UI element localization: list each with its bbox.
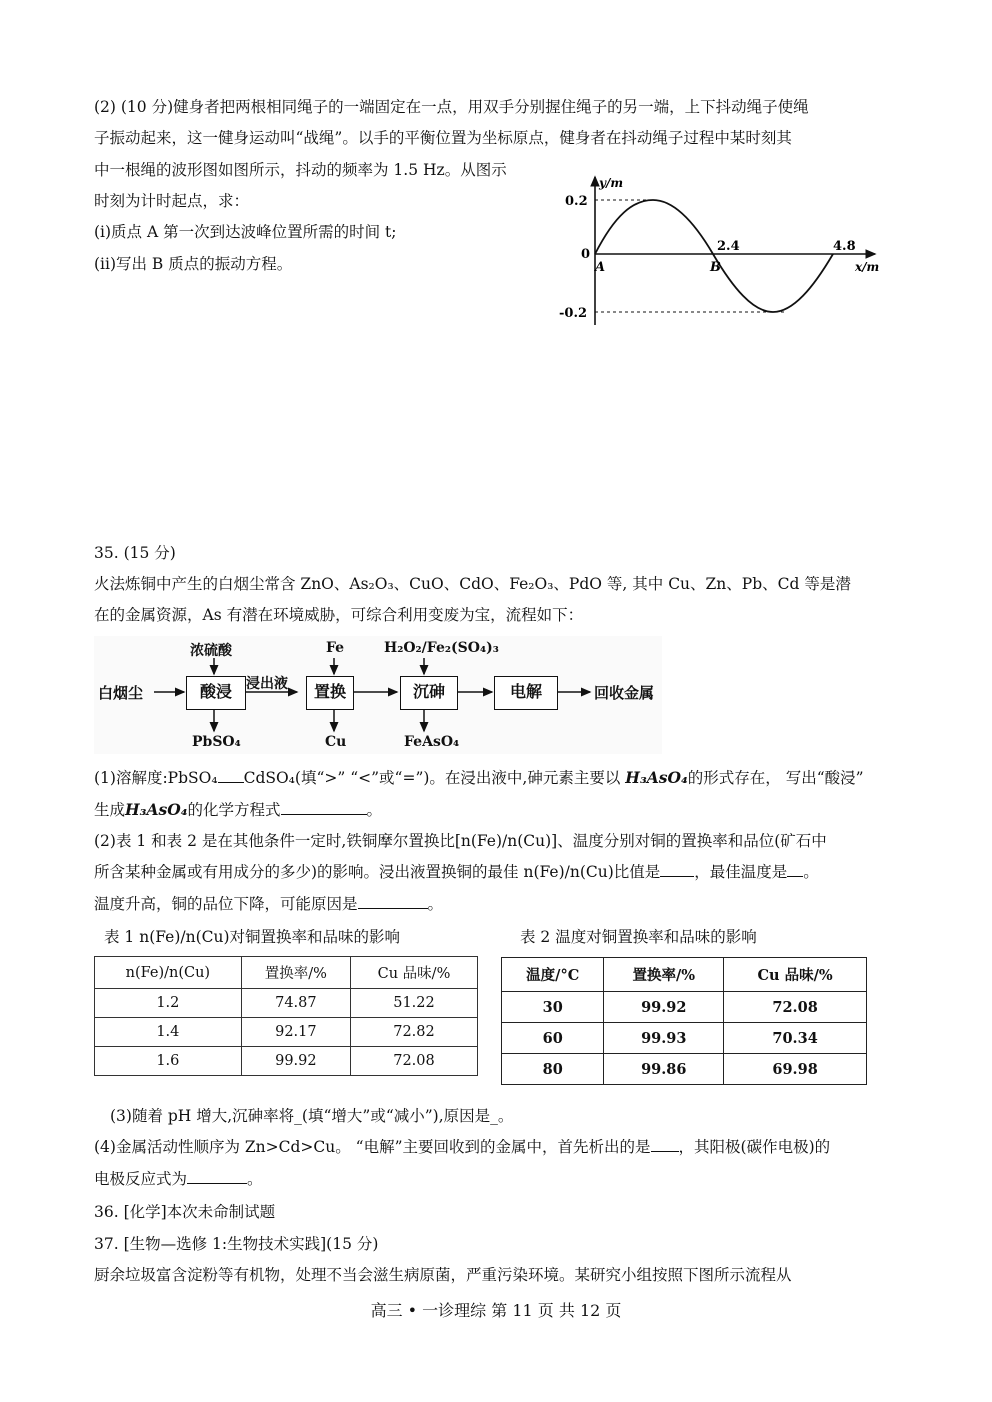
wave-y-bottom: -0.2 [559, 306, 588, 321]
wave-x-mid: 2.4 [717, 239, 740, 254]
q2-line-2: 子振动起来，这一健身运动叫“战绳”。以手的平衡位置为坐标原点，健身者在抖动绳子过程中某时刻其 [94, 129, 792, 147]
table-cell: 1.2 [95, 989, 242, 1018]
table-cell: 1.4 [95, 1018, 242, 1047]
wave-x-end: 4.8 [833, 239, 856, 254]
p4-text-a: (4)金属活动性顺序为 Zn>Cd>Cu。 “电解”主要回收到的金属中，首先析出的是 [94, 1138, 651, 1156]
flow-product-3: FeAsO₄ [404, 734, 460, 750]
table-row [95, 1047, 478, 1076]
table-row [502, 1023, 867, 1054]
p1-text-f: 。 [366, 801, 383, 819]
q35-part-1-line-1 [94, 768, 864, 788]
table-header-cell: 温度/°C [502, 958, 604, 992]
table-cell: 60 [502, 1023, 604, 1054]
table-header-row [95, 957, 478, 989]
p2-text-e: 温度升高，铜的品位下降，可能原因是 [94, 895, 358, 913]
q2-line-3: 中一根绳的波形图如图所示，抖动的频率为 1.5 Hz。从图示 [94, 161, 507, 179]
table-cell: 72.08 [351, 1047, 478, 1076]
flow-box-acid-leach: 酸浸 [186, 676, 246, 710]
table-cell: 92.17 [241, 1018, 350, 1047]
flow-reagent-2: Fe [326, 640, 345, 656]
q35-intro-2: 在的金属资源，As 有潜在环境威胁，可综合利用变废为宝，流程如下： [94, 606, 584, 624]
wave-x-axis-label: x/m [855, 260, 880, 274]
p2-text-f: 。 [427, 895, 444, 913]
flow-product-2: Cu [325, 734, 347, 750]
q36-line: 36. [化学]本次未命制试题 [94, 1203, 276, 1221]
table-row [95, 989, 478, 1018]
table-cell: 99.92 [604, 992, 724, 1023]
table-cell: 72.08 [724, 992, 867, 1023]
p1-text-e: 的化学方程式 [187, 801, 281, 819]
table-header-row [502, 958, 867, 992]
wave-curve [595, 200, 833, 312]
q2-line-1: (2) (10 分)健身者把两根相同绳子的一端固定在一点，用双手分别握住绳子的另一端，上下抖动绳子使绳 [94, 98, 809, 116]
p2-text-d: 。 [803, 863, 819, 881]
table-cell: 69.98 [724, 1054, 867, 1085]
q35-part-4-line-2 [94, 1169, 263, 1189]
p1-text-d: 生成 [94, 801, 126, 819]
q35-part-1-line-2 [94, 800, 382, 820]
flow-mid-label: 浸出液 [246, 676, 288, 692]
table-cell: 30 [502, 992, 604, 1023]
flow-chart [94, 636, 662, 754]
table-cell: 80 [502, 1054, 604, 1085]
q2-sub-2: (ii)写出 B 质点的振动方程。 [94, 255, 293, 273]
q2-line-4: 时刻为计时起点，求： [94, 192, 250, 210]
answer-blank [187, 1169, 247, 1184]
flow-output: 回收金属 [594, 684, 655, 702]
answer-blank [787, 862, 803, 877]
p4-text-b: ，其阳极(碳作电极)的 [678, 1138, 831, 1156]
p4-text-d: 。 [247, 1170, 263, 1188]
flow-input: 白烟尘 [98, 684, 144, 702]
q2-sub-1: (i)质点 A 第一次到达波峰位置所需的时间 t; [94, 223, 397, 241]
answer-blank [660, 862, 694, 877]
flow-box-arsenic-precip: 沉砷 [400, 676, 458, 710]
q35-intro-1: 火法炼铜中产生的白烟尘常含 ZnO、As₂O₃、CuO、CdO、Fe₂O₃、PdO 等, 其中 Cu、Zn、Pb、Cd 等是潜 [94, 575, 851, 593]
page-footer: 高三 • 一诊理综 第 11 页 共 12 页 [370, 1301, 622, 1320]
flow-box-electrolysis: 电解 [494, 676, 558, 710]
q35-part-2-line-2 [94, 862, 819, 882]
p4-text-c: 电极反应式为 [94, 1170, 188, 1188]
flow-reagent-1: 浓硫酸 [190, 643, 232, 659]
table-1 [94, 956, 478, 1076]
wave-y-axis-label: y/m [599, 176, 624, 190]
table-header-cell: Cu 品味/% [351, 957, 478, 989]
table-cell: 99.93 [604, 1023, 724, 1054]
table-row [502, 992, 867, 1023]
table-cell: 1.6 [95, 1047, 242, 1076]
answer-blank [218, 768, 244, 783]
table-1-caption: 表 1 n(Fe)/n(Cu)对铜置换率和品味的影响 [104, 928, 401, 946]
flow-product-1: PbSO₄ [192, 734, 241, 750]
table-cell: 72.82 [351, 1018, 478, 1047]
answer-blank [651, 1137, 679, 1152]
wave-figure [555, 165, 895, 330]
table-cell: 51.22 [351, 989, 478, 1018]
q35-part-2-line-3 [94, 894, 443, 914]
table-cell: 99.92 [241, 1047, 350, 1076]
chem-formula: H₃AsO₄ [125, 800, 188, 819]
wave-point-a: A [595, 260, 606, 275]
answer-blank [281, 800, 367, 815]
answer-blank [358, 894, 428, 909]
q37-text: 厨余垃圾富含淀粉等有机物，处理不当会滋生病原菌，严重污染环境。某研究小组按照下图所示流程从 [94, 1266, 792, 1284]
table-header-cell: 置换率/% [241, 957, 350, 989]
chem-formula: H₃AsO₄ [625, 768, 688, 787]
table-cell: 70.34 [724, 1023, 867, 1054]
q35-part-4-line-1 [94, 1137, 830, 1157]
table-row [502, 1054, 867, 1085]
flow-box-displacement: 置换 [306, 676, 354, 710]
p1-text-b: CdSO₄(填“>” “<”或“=”)。在浸出液中,砷元素主要以 [243, 769, 621, 787]
p1-text-a: (1)溶解度:PbSO₄ [94, 769, 218, 787]
wave-y-zero: 0 [581, 247, 591, 262]
q37-heading: 37. [生物—选修 1:生物技术实践](15 分) [94, 1235, 379, 1253]
table-cell: 99.86 [604, 1054, 724, 1085]
flow-reagent-3: H₂O₂/Fe₂(SO₄)₃ [384, 640, 499, 656]
table-header-cell: Cu 品味/% [724, 958, 867, 992]
q35-part-2-line-1: (2)表 1 和表 2 是在其他条件一定时,铁铜摩尔置换比[n(Fe)/n(Cu)]、温度分别对铜的置换率和品位(矿石中 [94, 832, 827, 850]
q35-part-3: (3)随着 pH 增大,沉砷率将_(填“增大”或“减小”),原因是_。 [110, 1107, 514, 1125]
wave-y-top: 0.2 [565, 194, 588, 209]
table-cell: 74.87 [241, 989, 350, 1018]
table-header-cell: 置换率/% [604, 958, 724, 992]
q35-heading: 35. (15 分) [94, 544, 176, 562]
table-2-caption: 表 2 温度对铜置换率和品味的影响 [520, 928, 757, 946]
p1-text-c: 的形式存在， 写出“酸浸” [687, 769, 864, 787]
p2-text-c: ，最佳温度是 [694, 863, 788, 881]
p2-text-b: 所含某种金属或有用成分的多少)的影响。浸出液置换铜的最佳 n(Fe)/n(Cu)比值是 [94, 863, 661, 881]
table-header-cell: n(Fe)/n(Cu) [95, 957, 242, 989]
table-row [95, 1018, 478, 1047]
wave-point-b: B [710, 260, 721, 275]
table-2 [501, 957, 867, 1085]
